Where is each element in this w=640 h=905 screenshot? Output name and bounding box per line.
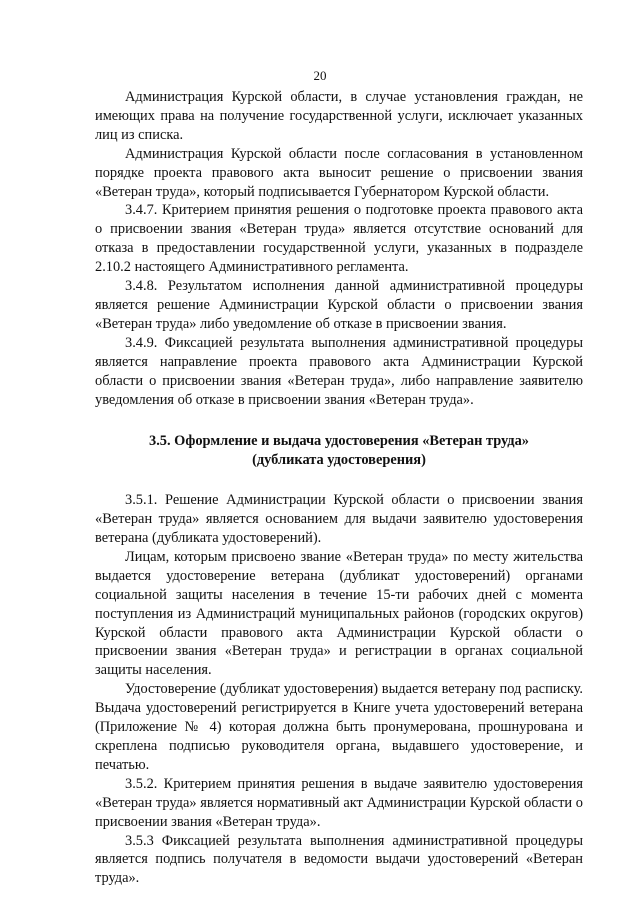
section-heading-line-2: (дубликата удостоверения) (252, 452, 426, 469)
paragraph-3-5-3: 3.5.3 Фиксацией результата выполнения административной процедуры является подпись получателя в ведомости выдачи удостоверений «Ветеран труда». (95, 832, 583, 887)
paragraph-3-4-8: 3.4.8. Результатом исполнения данной административной процедуры является решение Администрации Курской области о присвоении звания «Ветеран труда» либо уведомление об отказе в присвоении звания. (95, 278, 583, 332)
paragraph-3-4-9: 3.4.9. Фиксацией результата выполнения административной процедуры является направление проекта правового акта Администрации Курской области о присвоении звания «Ветеран труда», либо направление заявителю уведомления об отказе в присвоении звания «Ветеран труда». (95, 334, 583, 408)
section-heading-3-5 (95, 432, 583, 470)
page-content (95, 88, 583, 888)
paragraph-receipt: Удостоверение (дубликат удостоверения) выдается ветерану под расписку. Выдача удостоверений регистрируется в Книге учета удостоверений ветерана (Приложение № 4) которая должна быть пронумерована, прошнурована и скреплена подписью руководителя органа, выдавшего удостоверение, и печатью. (95, 681, 583, 773)
paragraph-3-5-1: 3.5.1. Решение Администрации Курской области о присвоении звания «Ветеран труда» является основанием для выдачи заявителю удостоверения ветерана (дубликата удостоверений). (95, 492, 583, 547)
section-heading-line-1: 3.5. Оформление и выдача удостоверения «Ветеран труда» (149, 433, 529, 450)
paragraph-3-4-7: 3.4.7. Критерием принятия решения о подготовке проекта правового акта о присвоении звания «Ветеран труда» является отсутствие оснований для отказа в предоставлении государственной услуги, указанных в подразделе 2.10.2 настоящего Административного регламента. (95, 202, 583, 276)
paragraph-issuance: Лицам, которым присвоено звание «Ветеран труда» по месту жительства выдается удостоверение ветерана (дубликат удостоверений) органами социальной защиты населения в течение 15-ти рабочих дней с момента поступления из Администраций муниципальных районов (городских округов) Курской области правового акта Администрации Курской области о присвоении звания «Ветеран труда» и регистрации в органах социальной защиты населения. (95, 548, 583, 679)
page-number: 20 (313, 68, 327, 83)
paragraph-decision: Администрация Курской области после согласования в установленном порядке проекта правового акта выносит решение о присвоении звания «Ветеран труда», который подписывается Губернатором Курской области. (95, 145, 583, 200)
paragraph-exclusion: Администрация Курской области, в случае установления граждан, не имеющих права на получение государственной услуги, исключает указанных лиц из списка. (95, 89, 583, 143)
paragraph-3-5-2: 3.5.2. Критерием принятия решения в выдаче заявителю удостоверения «Ветеран труда» является нормативный акт Администрации Курской области о присвоении звания «Ветеран труда». (95, 775, 583, 830)
